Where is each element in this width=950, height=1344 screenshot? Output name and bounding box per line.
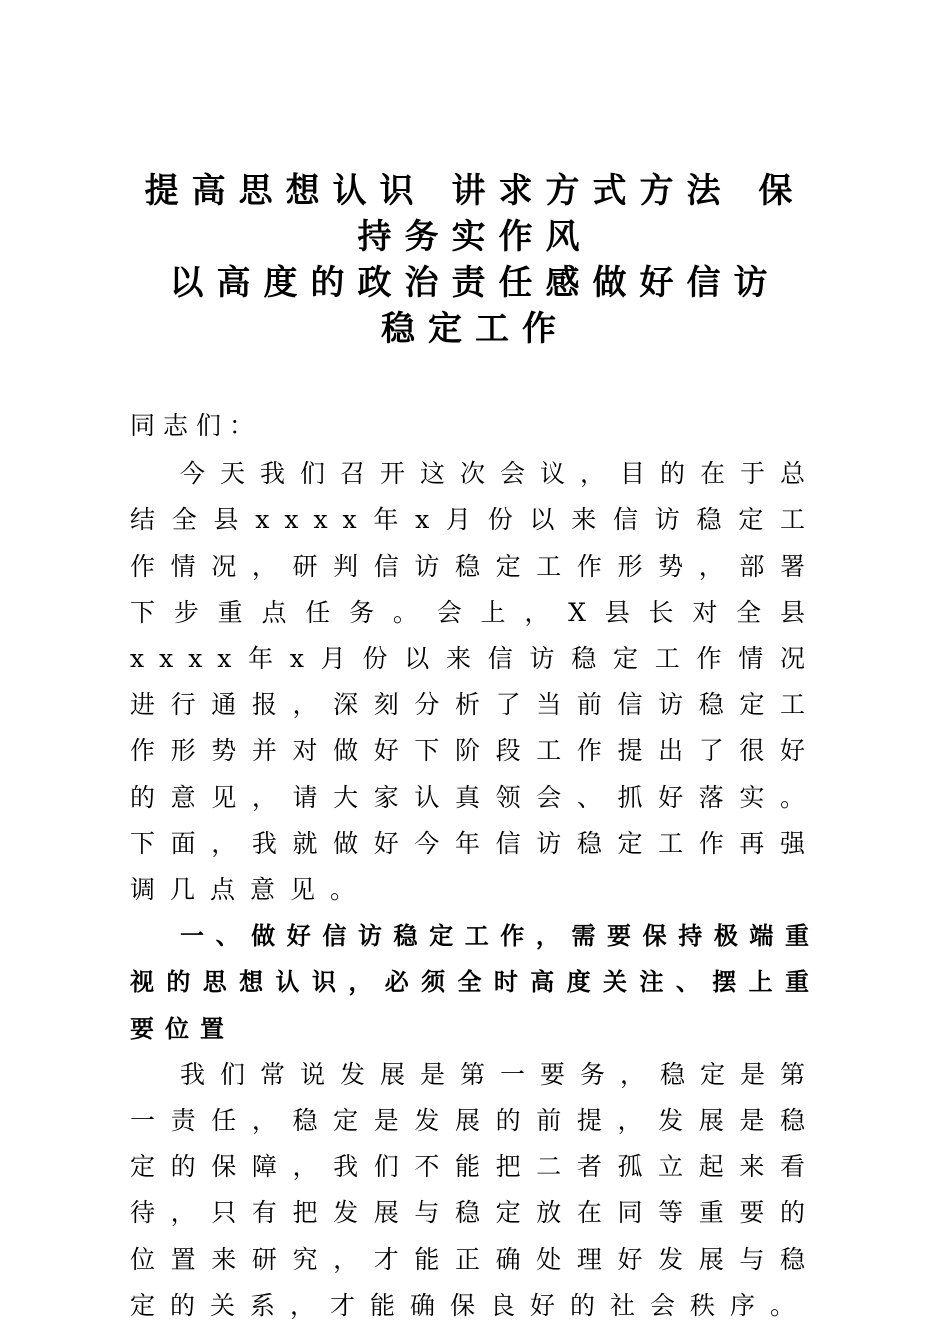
paragraph-intro: 今天我们召开这次会议，目的在于总结全县xxxx年x月份以来信访稳定工作情况，研判信访稳定工作形势，部署下步重点任务。会上，X县长对全县xxxx年x月份以来信访稳定工作情况进行通报，深刻分析了当前信访稳定工作形势并对做好下阶段工作提出了很好的意见，请大家认真领会、抓好落实。下面，我就做好今年信访稳定工作再强调几点意见。 (130, 459, 821, 905)
document-body (130, 403, 820, 1329)
title-line-1: 提高思想认识 讲求方式方法 保 (144, 171, 806, 211)
paragraph-two: 我们常说发展是第一要务，稳定是第一责任，稳定是发展的前提，发展是稳定的保障，我们不能把二者孤立起来看待，只有把发展与稳定放在同等重要的位置来研究，才能正确处理好发展与稳定的关系，才能确保良好的社会秩序。 (130, 1059, 821, 1320)
section-heading-one: 一、做好信访稳定工作，需要保持极端重视的思想认识，必须全时高度关注、摆上重要位置 (130, 922, 820, 1043)
salutation: 同志们： (130, 411, 263, 440)
document-title (120, 168, 830, 352)
title-line-3: 以高度的政治责任感做好信访 (169, 263, 781, 303)
title-line-2: 持务实作风 (357, 217, 593, 257)
title-line-4: 稳定工作 (381, 309, 569, 349)
